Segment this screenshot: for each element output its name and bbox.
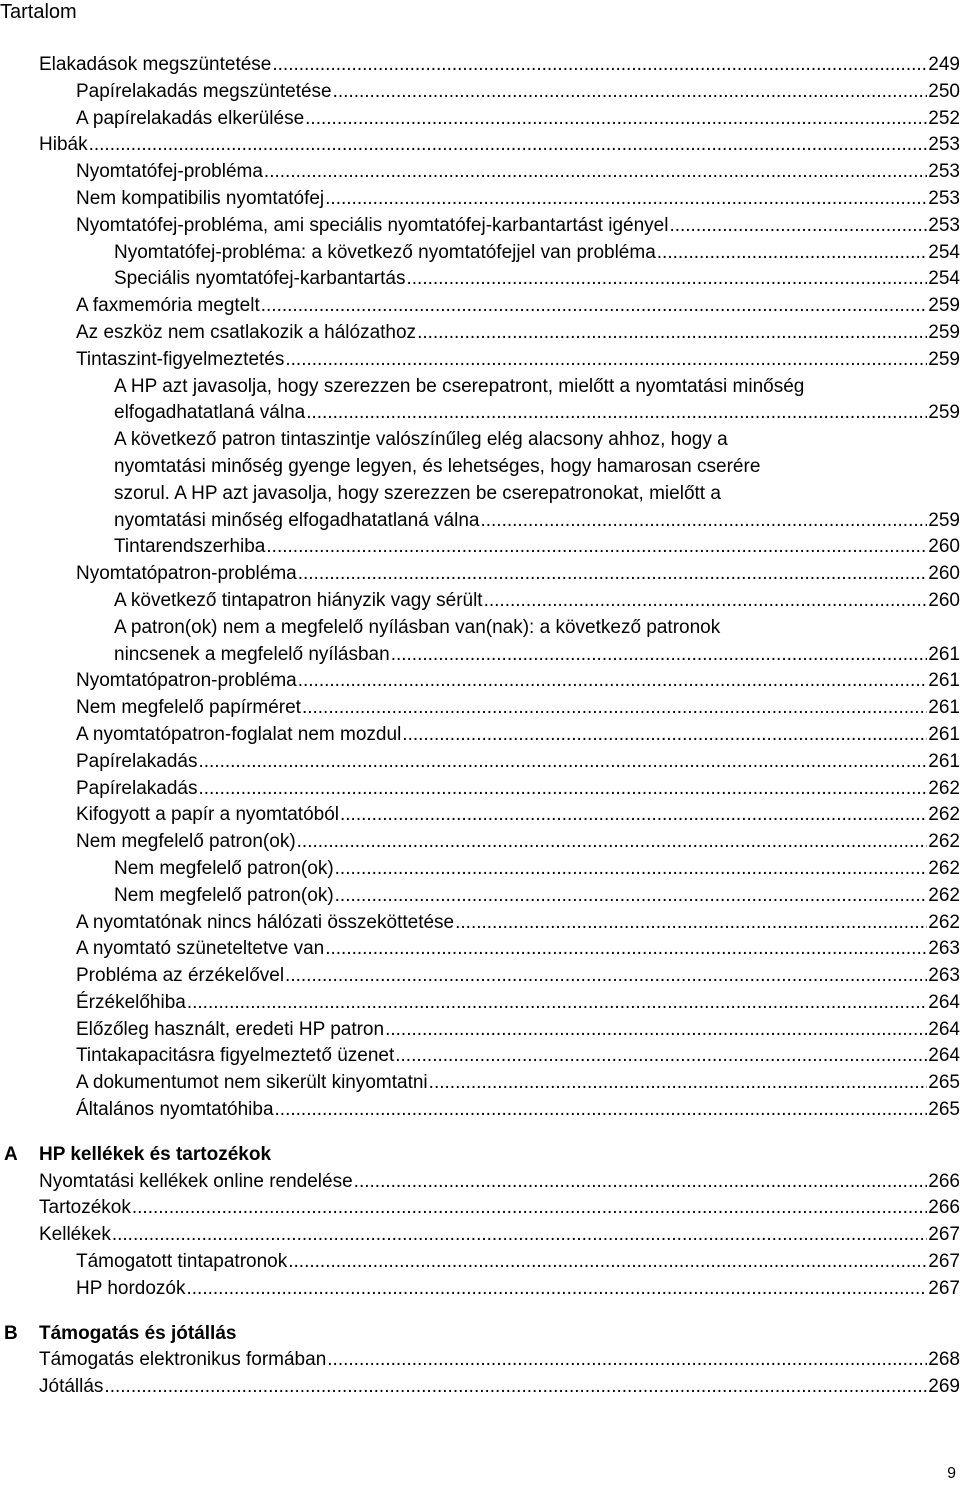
toc-entry-text: Nyomtatási kellékek online rendelése bbox=[39, 1170, 353, 1192]
toc-section-appendix-a bbox=[0, 1169, 960, 1303]
toc-entry[interactable] bbox=[0, 963, 960, 990]
toc-page-number: 261 bbox=[928, 670, 960, 692]
dot-leader bbox=[198, 749, 927, 776]
dot-leader bbox=[266, 534, 927, 561]
toc-entry[interactable] bbox=[0, 722, 960, 749]
toc-entry-text: Kifogyott a papír a nyomtatóból bbox=[76, 804, 339, 826]
toc-page-number: 267 bbox=[928, 1277, 960, 1299]
toc-page-number: 265 bbox=[928, 1072, 960, 1094]
toc-entry[interactable] bbox=[0, 1276, 960, 1303]
toc-entry-text: Papírelakadás bbox=[76, 777, 198, 799]
dot-leader bbox=[298, 561, 928, 588]
dot-leader bbox=[391, 642, 928, 669]
toc-entry-text: A HP azt javasolja, hogy szerezzen be cserepatront, mielőtt a nyomtatási minőség bbox=[114, 375, 805, 397]
toc-section-troubleshooting bbox=[0, 52, 960, 1124]
dot-leader bbox=[187, 990, 927, 1017]
toc-page-number: 269 bbox=[928, 1376, 960, 1398]
toc-entry-text: Nyomtatófej-probléma: a következő nyomtatófejjel van probléma bbox=[114, 241, 656, 263]
page-number: 9 bbox=[947, 1465, 956, 1482]
dot-leader bbox=[302, 695, 927, 722]
toc-entry[interactable] bbox=[0, 534, 960, 561]
toc-entry-text: Hibák bbox=[39, 134, 88, 156]
toc-entry[interactable] bbox=[0, 749, 960, 776]
toc-page-number: 266 bbox=[928, 1197, 960, 1219]
toc-entry[interactable] bbox=[0, 561, 960, 588]
toc-entry-text: Tintaszint-figyelmeztetés bbox=[76, 348, 285, 370]
toc-entry-text: nincsenek a megfelelő nyílásban bbox=[114, 643, 390, 665]
toc-entry-text: Kellékek bbox=[39, 1224, 111, 1246]
toc-entry[interactable] bbox=[0, 936, 960, 963]
toc-page-number: 264 bbox=[928, 991, 960, 1013]
appendix-letter: A bbox=[4, 1143, 18, 1165]
toc-entry[interactable] bbox=[0, 615, 960, 669]
toc-page-number: 249 bbox=[928, 54, 960, 75]
toc-page-number: 267 bbox=[928, 1251, 960, 1273]
toc-page-number: 253 bbox=[928, 187, 960, 209]
toc-entry-text: Nem kompatibilis nyomtatófej bbox=[76, 187, 325, 209]
dot-leader bbox=[264, 159, 927, 186]
toc-entry-text: Tintarendszerhiba bbox=[114, 536, 266, 558]
toc-entry[interactable] bbox=[0, 856, 960, 883]
toc-entry-text: Tartozékok bbox=[39, 1197, 131, 1219]
dot-leader bbox=[112, 1222, 927, 1249]
toc-entry-text: Speciális nyomtatófej-karbantartás bbox=[114, 268, 406, 290]
toc-entry[interactable] bbox=[0, 776, 960, 803]
toc-page-number: 261 bbox=[928, 750, 960, 772]
dot-leader bbox=[480, 508, 927, 535]
toc-entry-text: Előzőleg használt, eredeti HP patron bbox=[76, 1018, 385, 1040]
dot-leader bbox=[285, 347, 927, 374]
toc-entry-text: Nyomtatópatron-probléma bbox=[76, 563, 297, 585]
toc-entry-text: Tintakapacitásra figyelmeztető üzenet bbox=[76, 1045, 395, 1067]
toc-page-number: 253 bbox=[928, 214, 960, 236]
toc-entry-text: A nyomtatópatron-foglalat nem mozdul bbox=[76, 723, 402, 745]
dot-leader bbox=[327, 1347, 927, 1374]
toc-entry-text: szorul. A HP azt javasolja, hogy szerezzen be cserepatronokat, mielőtt a bbox=[114, 482, 721, 504]
toc-entry[interactable] bbox=[0, 159, 960, 186]
appendix-b-heading bbox=[0, 1321, 960, 1348]
dot-leader bbox=[306, 400, 927, 427]
toc-page-number: 253 bbox=[928, 161, 960, 183]
toc-entry-text: nyomtatási minőség gyenge legyen, és lehetséges, hogy hamarosan cserére bbox=[114, 455, 761, 477]
toc-page-number: 254 bbox=[928, 268, 960, 290]
toc-page-number: 259 bbox=[928, 295, 960, 317]
toc-entry-text: elfogadhatatlaná válna bbox=[114, 402, 306, 424]
dot-leader bbox=[455, 910, 927, 937]
page-title: Tartalom bbox=[0, 1, 77, 23]
toc-entry-text: Támogatás elektronikus formában bbox=[39, 1349, 327, 1371]
dot-leader bbox=[395, 1043, 927, 1070]
toc-entry-text: Nyomtatópatron-probléma bbox=[76, 670, 297, 692]
toc-entry[interactable] bbox=[0, 1347, 960, 1374]
dot-leader bbox=[285, 963, 927, 990]
toc-entry-text: Általános nyomtatóhiba bbox=[76, 1099, 274, 1121]
toc-page-number: 262 bbox=[928, 777, 960, 799]
toc-page-number: 262 bbox=[928, 857, 960, 879]
dot-leader bbox=[402, 722, 927, 749]
toc-page-number: 261 bbox=[928, 723, 960, 745]
dot-leader bbox=[104, 1374, 927, 1401]
toc-page-number: 254 bbox=[928, 241, 960, 263]
toc-section-appendix-b bbox=[0, 1347, 960, 1401]
toc-page-number: 265 bbox=[928, 1099, 960, 1121]
toc-entry-text: Nem megfelelő patron(ok) bbox=[114, 857, 334, 879]
toc-entry[interactable] bbox=[0, 213, 960, 240]
toc-entry[interactable] bbox=[0, 668, 960, 695]
dot-leader bbox=[325, 186, 927, 213]
toc-entry[interactable] bbox=[0, 106, 960, 133]
dot-leader bbox=[385, 1017, 927, 1044]
dot-leader bbox=[335, 883, 928, 910]
toc-entry[interactable] bbox=[0, 1222, 960, 1249]
appendix-title[interactable]: HP kellékek és tartozékok bbox=[39, 1143, 272, 1165]
toc-entry-text: Nem megfelelő patron(ok) bbox=[114, 884, 334, 906]
toc-page-number: 262 bbox=[928, 831, 960, 853]
toc-page-number: 263 bbox=[928, 965, 960, 987]
toc-page-number: 250 bbox=[928, 80, 960, 102]
toc-entry[interactable] bbox=[0, 427, 960, 534]
toc-page-number: 261 bbox=[928, 643, 960, 665]
dot-leader bbox=[298, 668, 928, 695]
toc-page-number: 262 bbox=[928, 884, 960, 906]
toc-page-number: 260 bbox=[928, 536, 960, 558]
toc-entry[interactable] bbox=[0, 266, 960, 293]
toc-entry-text: Elakadások megszüntetése bbox=[39, 54, 272, 75]
dot-leader bbox=[288, 1249, 927, 1276]
dot-leader bbox=[429, 1070, 928, 1097]
toc-page-number: 259 bbox=[928, 348, 960, 370]
toc-entry-text: HP hordozók bbox=[76, 1277, 186, 1299]
toc-entry-text: A következő tintapatron hiányzik vagy sérült bbox=[114, 589, 483, 611]
appendix-a-heading bbox=[0, 1142, 960, 1169]
toc-entry-text: Nyomtatófej-probléma, ami speciális nyomtatófej-karbantartást igényel bbox=[76, 214, 669, 236]
toc-entry[interactable] bbox=[0, 1249, 960, 1276]
toc-page-number: 260 bbox=[928, 589, 960, 611]
toc-page-number: 261 bbox=[928, 697, 960, 719]
toc-page-number: 259 bbox=[928, 509, 960, 531]
toc-entry-text: A dokumentumot nem sikerült kinyomtatni bbox=[76, 1072, 428, 1094]
toc-entry[interactable] bbox=[0, 374, 960, 428]
toc-page-number: 253 bbox=[928, 134, 960, 156]
toc-entry-text: Támogatott tintapatronok bbox=[76, 1251, 288, 1273]
toc-entry[interactable] bbox=[0, 320, 960, 347]
toc-entry[interactable] bbox=[0, 52, 960, 79]
toc-entry[interactable] bbox=[0, 802, 960, 829]
toc-entry-text: Jótállás bbox=[39, 1376, 104, 1398]
toc-page-number: 263 bbox=[928, 938, 960, 960]
toc-entry-text: Érzékelőhiba bbox=[76, 991, 186, 1013]
toc-entry[interactable] bbox=[0, 240, 960, 267]
toc-entry[interactable] bbox=[0, 990, 960, 1017]
toc-page-number: 262 bbox=[928, 911, 960, 933]
dot-leader bbox=[335, 856, 928, 883]
toc-page-number: 264 bbox=[928, 1018, 960, 1040]
toc-entry[interactable] bbox=[0, 347, 960, 374]
toc-page-number: 268 bbox=[928, 1349, 960, 1371]
toc-entry-text: Probléma az érzékelővel bbox=[76, 965, 285, 987]
dot-leader bbox=[261, 293, 928, 320]
toc-entry[interactable] bbox=[0, 588, 960, 615]
toc-entry-text: A papírelakadás elkerülése bbox=[76, 107, 305, 129]
appendix-letter: B bbox=[4, 1322, 18, 1344]
toc-page-number: 259 bbox=[928, 402, 960, 424]
toc-page-number: 260 bbox=[928, 563, 960, 585]
toc-entry-text: Nem megfelelő papírméret bbox=[76, 697, 301, 719]
dot-leader bbox=[187, 1276, 928, 1303]
toc-entry-text: A következő patron tintaszintje valószínűleg elég alacsony ahhoz, hogy a bbox=[114, 429, 728, 451]
dot-leader bbox=[333, 79, 928, 106]
dot-leader bbox=[406, 266, 927, 293]
dot-leader bbox=[198, 776, 927, 803]
toc-entry-text: A nyomtatónak nincs hálózati összeköttetése bbox=[76, 911, 455, 933]
toc-entry-text: A patron(ok) nem a megfelelő nyílásban van(nak): a következő patronok bbox=[114, 616, 721, 638]
dot-leader bbox=[297, 829, 928, 856]
dot-leader bbox=[354, 1169, 928, 1196]
toc-entry-text: Papírelakadás megszüntetése bbox=[76, 80, 332, 102]
toc-page-number: 266 bbox=[928, 1170, 960, 1192]
toc-page-number: 267 bbox=[928, 1224, 960, 1246]
toc-entry[interactable] bbox=[0, 829, 960, 856]
dot-leader bbox=[417, 320, 927, 347]
toc-entry-text: nyomtatási minőség elfogadhatatlaná válna bbox=[114, 509, 480, 531]
dot-leader bbox=[275, 1097, 928, 1124]
toc-entry-text: A nyomtató szüneteltetve van bbox=[76, 938, 325, 960]
toc-entry-text: Nem megfelelő patron(ok) bbox=[76, 831, 296, 853]
dot-leader bbox=[325, 936, 927, 963]
toc-page-number: 264 bbox=[928, 1045, 960, 1067]
dot-leader bbox=[484, 588, 928, 615]
toc-entry[interactable] bbox=[0, 186, 960, 213]
toc-entry-text: Papírelakadás bbox=[76, 750, 198, 772]
toc-entry[interactable] bbox=[0, 1043, 960, 1070]
toc-entry[interactable] bbox=[0, 1374, 960, 1401]
toc-entry[interactable] bbox=[0, 1169, 960, 1196]
toc-entry-text: A faxmemória megtelt bbox=[76, 295, 260, 317]
dot-leader bbox=[340, 802, 927, 829]
toc-entry[interactable] bbox=[0, 1017, 960, 1044]
toc-page-number: 252 bbox=[928, 107, 960, 129]
toc-entry[interactable] bbox=[0, 883, 960, 910]
toc-entry[interactable] bbox=[0, 1070, 960, 1097]
dot-leader bbox=[132, 1195, 927, 1222]
dot-leader bbox=[272, 52, 927, 79]
dot-leader bbox=[657, 240, 928, 267]
toc-entry[interactable] bbox=[0, 695, 960, 722]
table-of-contents bbox=[0, 52, 960, 1401]
toc-entry[interactable] bbox=[0, 132, 960, 159]
toc-entry[interactable] bbox=[0, 1195, 960, 1222]
toc-entry[interactable] bbox=[0, 79, 960, 106]
toc-entry[interactable] bbox=[0, 293, 960, 320]
toc-entry[interactable] bbox=[0, 1097, 960, 1124]
appendix-title[interactable]: Támogatás és jótállás bbox=[39, 1322, 237, 1344]
dot-leader bbox=[669, 213, 927, 240]
toc-page-number: 262 bbox=[928, 804, 960, 826]
toc-entry-text: Az eszköz nem csatlakozik a hálózathoz bbox=[76, 321, 417, 343]
dot-leader bbox=[89, 132, 928, 159]
toc-entry[interactable] bbox=[0, 910, 960, 937]
toc-page-number: 259 bbox=[928, 321, 960, 343]
dot-leader bbox=[305, 106, 927, 133]
toc-entry-text: Nyomtatófej-probléma bbox=[76, 161, 263, 183]
